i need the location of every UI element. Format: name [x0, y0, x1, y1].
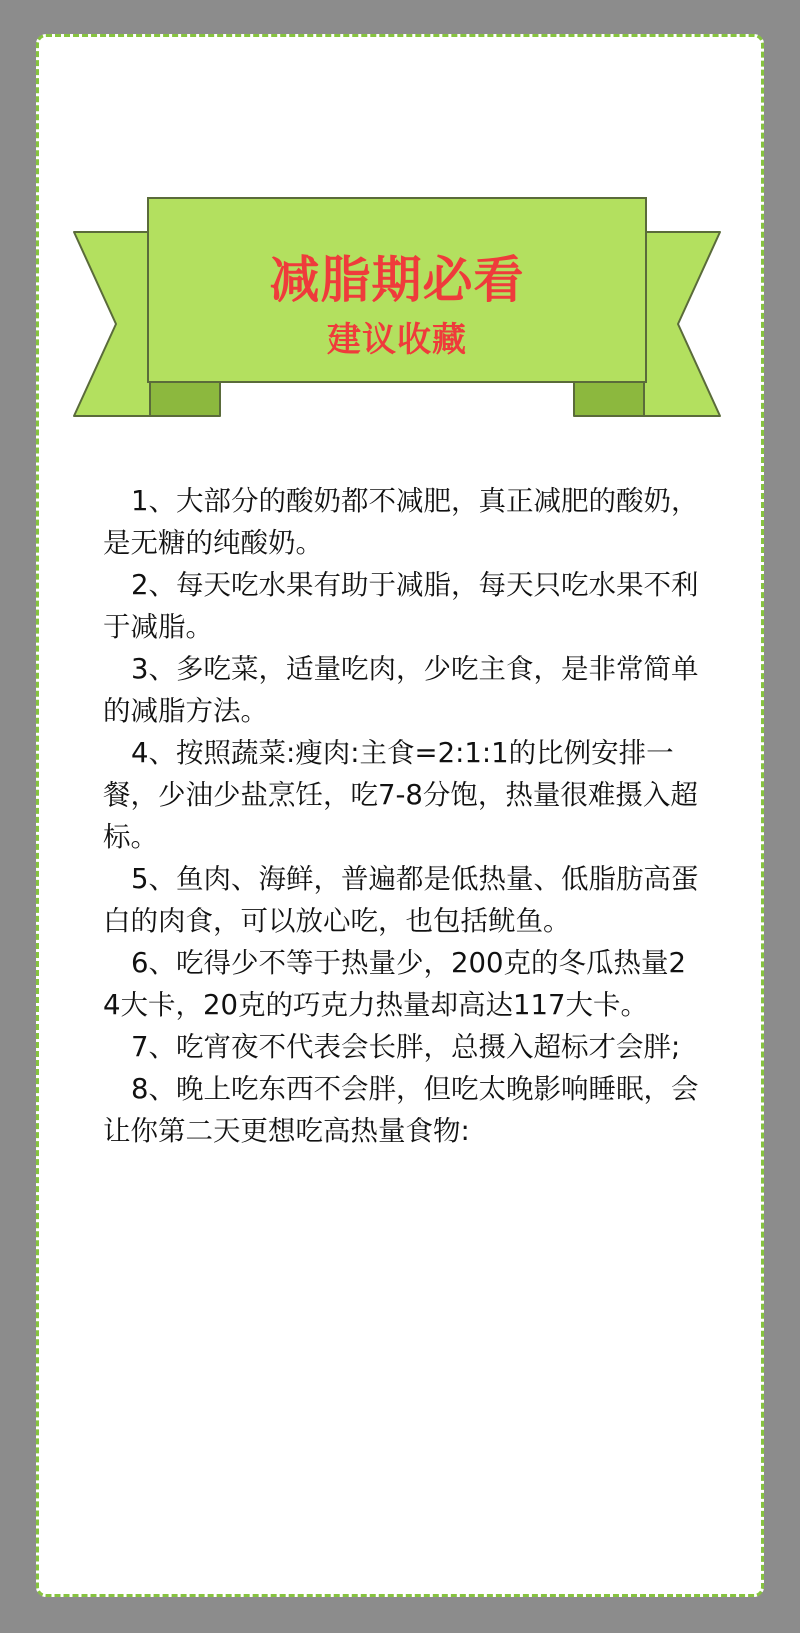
ribbon-right-fold [574, 382, 644, 416]
tips-list [103, 480, 701, 1152]
page-subtitle: 建议收藏 [327, 320, 467, 360]
ribbon-left-fold [150, 382, 220, 416]
title-ribbon-banner [72, 196, 722, 442]
tip-item-7: 7、吃宵夜不代表会长胖，总摄入超标才会胖; [131, 1031, 681, 1063]
tip-item-6: 6、吃得少不等于热量少，200克的冬瓜热量24大卡，20克的巧克力热量却高达117大卡。 [103, 947, 686, 1021]
tip-item-4: 4、按照蔬菜:瘦肉:主食=2:1:1的比例安排一餐，少油少盐烹饪，吃7-8分饱，热量很难摄入超标。 [103, 737, 698, 853]
tip-item-5: 5、鱼肉、海鲜，普遍都是低热量、低脂肪高蛋白的肉食，可以放心吃，也包括鱿鱼。 [103, 863, 699, 937]
tip-item-3: 3、多吃菜，适量吃肉，少吃主食，是非常简单的减脂方法。 [103, 653, 699, 727]
page-title: 减脂期必看 [269, 251, 525, 309]
tip-item-1: 1、大部分的酸奶都不减肥，真正减肥的酸奶，是无糖的纯酸奶。 [103, 485, 699, 559]
tip-item-8: 8、晚上吃东西不会胖，但吃太晚影响睡眠，会让你第二天更想吃高热量食物: [103, 1073, 699, 1147]
tip-item-2: 2、每天吃水果有助于减脂，每天只吃水果不利于减脂。 [103, 569, 699, 643]
ribbon-graphic [72, 196, 722, 442]
